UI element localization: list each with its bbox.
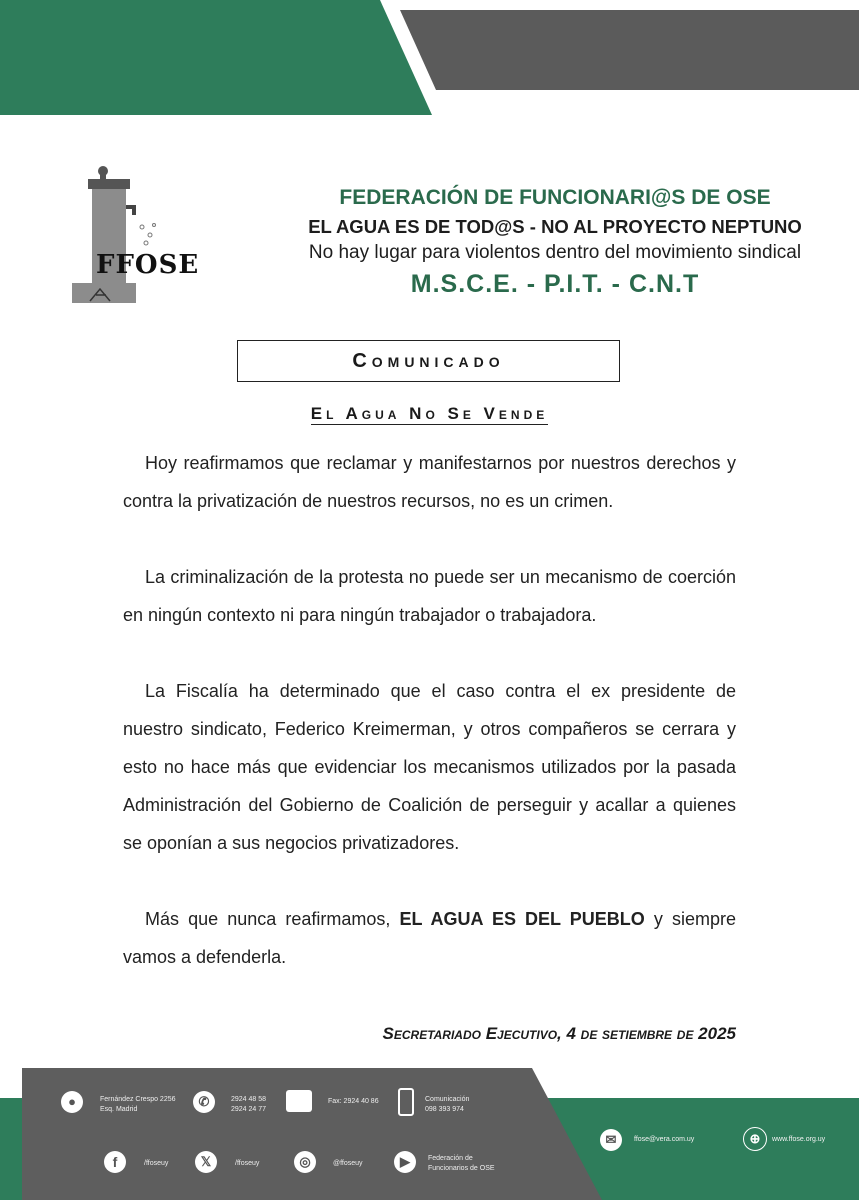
document-subtitle: El Agua No Se Vende — [310, 404, 549, 423]
paragraph-4-end: y siempre vamos a defenderla. — [123, 909, 736, 967]
instagram-handle: @ffoseuy — [333, 1160, 363, 1167]
phone-line1: 2924 48 58 — [231, 1096, 267, 1103]
address-line2: Esq. Madrid — [100, 1106, 138, 1113]
address-line1: Fernández Crespo 2256 — [100, 1096, 176, 1103]
facebook-handle: /ffoseuy — [144, 1160, 169, 1167]
logo-text: FFOSE — [96, 250, 200, 280]
phone-line2: 2924 24 77 — [231, 1106, 267, 1113]
comm-line2: 098 393 974 — [425, 1106, 464, 1113]
fax-number: Fax: 2924 40 86 — [328, 1098, 379, 1105]
paragraph-1: Hoy reafirmamos que reclamar y manifestarnos por nuestros derechos y contra la privatización de nuestros recursos, no es un crimen. — [123, 453, 736, 511]
paragraph-4-bold: EL AGUA ES DEL PUEBLO — [399, 909, 645, 929]
document-title: Comunicado — [352, 350, 505, 372]
youtube-line2: Funcionarios de OSE — [428, 1165, 495, 1172]
x-icon: 𝕏 — [195, 1151, 217, 1173]
website: www.ffose.org.uy — [772, 1136, 826, 1143]
paragraph-2: La criminalización de la protesta no puede ser un mecanismo de coerción en ningún contexto ni para ningún trabajador o trabajadora. — [123, 567, 736, 625]
instagram-icon: ◎ — [294, 1151, 316, 1173]
signature: Secretariado Ejecutivo, 4 de setiembre de 2025 — [382, 1024, 736, 1043]
header-green-band — [0, 0, 432, 115]
ffose-logo — [70, 165, 240, 310]
footer-gray-band — [22, 1068, 602, 1200]
title-box — [237, 340, 620, 382]
mobile-icon — [398, 1088, 414, 1116]
org-name: FEDERACIÓN DE FUNCIONARI@S DE OSE — [339, 186, 771, 209]
facebook-icon: f — [104, 1151, 126, 1173]
tagline: No hay lugar para violentos dentro del movimiento sindical — [308, 242, 802, 263]
document-body — [123, 444, 736, 976]
paragraph-4 — [123, 900, 736, 976]
email-icon: ✉ — [600, 1129, 622, 1151]
fax-icon — [286, 1090, 312, 1112]
youtube-line1: Federación de — [428, 1155, 473, 1162]
paragraph-3: La Fiscalía ha determinado que el caso contra el ex presidente de nuestro sindicato, Federico Kreimerman, y otros compañeros se cerrara y esto no hace más que evidenciar los mecanismos utilizados por la pasada Administración del Gobierno de Coalición de perseguir y acallar a quienes se oponían a sus negocios privatizadores. — [123, 681, 736, 853]
x-handle: /ffoseuy — [235, 1160, 260, 1167]
slogan: EL AGUA ES DE TOD@S - NO AL PROYECTO NEPTUNO — [308, 216, 802, 237]
document-subtitle-wrap — [0, 404, 859, 424]
phone-icon: ✆ — [193, 1091, 215, 1113]
youtube-icon: ▶ — [394, 1151, 416, 1173]
comm-line1: Comunicación — [425, 1096, 470, 1103]
header-gray-band — [400, 10, 859, 90]
paragraph-4-start: Más que nunca reafirmamos, — [145, 909, 400, 929]
globe-icon: ⊕ — [743, 1127, 767, 1151]
location-icon: ● — [61, 1091, 83, 1113]
email: ffose@vera.com.uy — [634, 1136, 695, 1143]
affiliation: M.S.C.E. - P.I.T. - C.N.T — [410, 270, 700, 298]
